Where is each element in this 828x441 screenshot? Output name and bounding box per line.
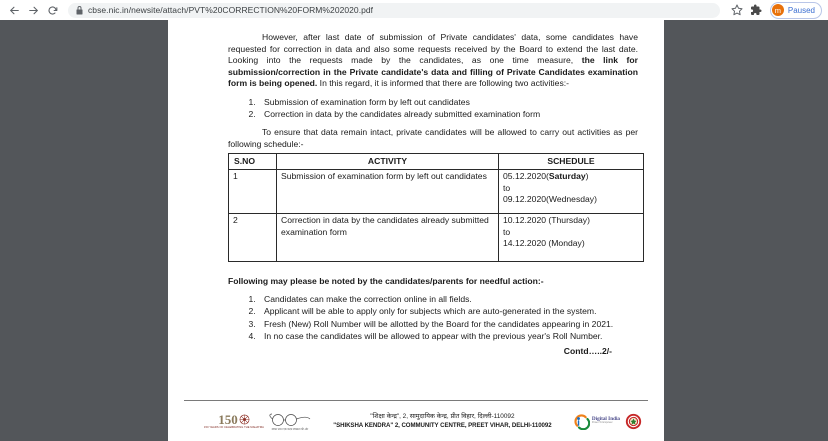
star-icon — [731, 4, 743, 16]
intro-paragraph — [228, 32, 638, 90]
schedule-intro-paragraph: To ensure that data remain intact, private candidates will be allowed to carry out activities as per following schedule:- — [228, 127, 638, 149]
digital-india-tagline: Power To Empower — [591, 421, 613, 425]
schedule-connector-1: to — [503, 226, 511, 237]
cell-sno: 2 — [229, 213, 277, 261]
address-bar[interactable] — [68, 3, 720, 18]
column-header-sno: S.NO — [229, 154, 277, 169]
list-item: 1. Submission of examination form by left out candidates — [258, 97, 638, 109]
back-arrow-icon — [8, 4, 21, 17]
intro-part-1: However, after last date of submission of Private candidates' data, some candidates have requested for correction in data and also some requests received by the Board to extend the last date. Looking into the requests made by the candidates, as one time measure, — [228, 32, 638, 66]
cell-activity: Submission of examination form by left out candidates — [277, 169, 499, 213]
document-body — [168, 20, 664, 441]
profile-status-badge: Paused — [787, 5, 815, 15]
document-footer — [184, 400, 648, 439]
footer-right-logos — [573, 413, 648, 430]
address-english: "SHIKSHA KENDRA" 2, COMMUNITY CENTRE, PREET VIHAR, DELHI-110092 — [333, 422, 552, 429]
gandhi-spectacles-logo — [268, 412, 312, 431]
digital-india-mark-icon — [573, 413, 590, 430]
schedule-date-1: 10.12.2020 (Thursday) — [503, 215, 590, 226]
schedule-date-1: 05.12.2020( — [503, 171, 549, 182]
digital-india-label: Digital India — [591, 416, 620, 423]
table-row — [229, 169, 644, 213]
forward-arrow-icon — [27, 4, 40, 17]
schedule-table — [228, 153, 644, 261]
notes-heading: Following may please be noted by the candidates/parents for needful action:- — [228, 275, 544, 286]
anniversary-150-logo — [204, 413, 264, 430]
footer-left-logos — [184, 412, 312, 431]
back-button[interactable] — [6, 2, 23, 19]
puzzle-piece-icon — [750, 4, 762, 16]
notes-list — [228, 294, 638, 342]
schedule-date-2: 09.12.2020(Wednesday) — [503, 194, 597, 205]
anniversary-150-number: 150 — [218, 411, 238, 427]
reload-button[interactable] — [44, 2, 61, 19]
bookmark-button[interactable] — [729, 2, 746, 19]
cbse-emblem — [625, 413, 642, 430]
table-row — [229, 213, 644, 261]
list-item: 4. In no case the candidates will be allowed to appear with the previous year's Roll Number. — [258, 331, 638, 343]
schedule-paren-1: ) — [585, 171, 589, 182]
anniversary-150-caption: 150 YEARS OF CELEBRATING THE MAHATMA — [204, 425, 264, 429]
schedule-day-1: Saturday — [548, 171, 586, 182]
list-item: 1. Candidates can make the correction online in all fields. — [258, 294, 638, 306]
cell-sno: 1 — [229, 169, 277, 213]
schedule-connector-1: to — [503, 182, 511, 193]
browser-toolbar — [0, 0, 828, 20]
pdf-viewer[interactable] — [0, 20, 828, 441]
list-item: 2. Correction in data by the candidates already submitted examination form — [258, 109, 638, 121]
column-header-activity: ACTIVITY — [277, 154, 499, 169]
schedule-date-2: 14.12.2020 (Monday) — [503, 238, 585, 249]
pdf-page — [168, 20, 664, 441]
address-hindi: "शिक्षा केन्द्र", 2, सामुदायिक केन्द्र, प्रीत विहार, दिल्ली-110092 — [370, 413, 515, 420]
continued-marker: Contd…..2/- — [563, 346, 612, 357]
spectacles-icon — [268, 412, 312, 427]
intro-bold: the link for submission/correction in the Private candidate's data and filling of Private Candidates examination form is being opened. — [228, 55, 638, 89]
lock-icon — [76, 6, 83, 15]
table-header-row — [229, 154, 644, 169]
activities-list — [228, 97, 638, 120]
cell-schedule — [499, 213, 644, 261]
swachh-bharat-caption: स्वच्छ भारत एक कदम स्वच्छता की ओर — [271, 427, 309, 431]
footer-address — [312, 412, 573, 430]
avatar: m — [772, 4, 784, 16]
column-header-schedule: SCHEDULE — [499, 154, 644, 169]
list-item: 2. Applicant will be able to apply only for subjects which are auto-generated in the system. — [258, 306, 638, 318]
url-text: cbse.nic.in/newsite/attach/PVT%20CORRECTION%20FORM%202020.pdf — [88, 5, 374, 15]
intro-part-2: In this regard, it is informed that there are following two activities:- — [317, 78, 570, 89]
cell-activity: Correction in data by the candidates already submitted examination form — [277, 213, 499, 261]
cell-schedule — [499, 169, 644, 213]
list-item: 3. Fresh (New) Roll Number will be allotted by the Board for the candidates appearing in 2021. — [258, 319, 638, 331]
reload-icon — [46, 4, 59, 17]
extensions-button[interactable] — [748, 2, 765, 19]
digital-india-logo — [573, 413, 620, 430]
charkha-wheel-icon — [239, 414, 250, 425]
forward-button[interactable] — [25, 2, 42, 19]
profile-button[interactable] — [770, 2, 822, 19]
